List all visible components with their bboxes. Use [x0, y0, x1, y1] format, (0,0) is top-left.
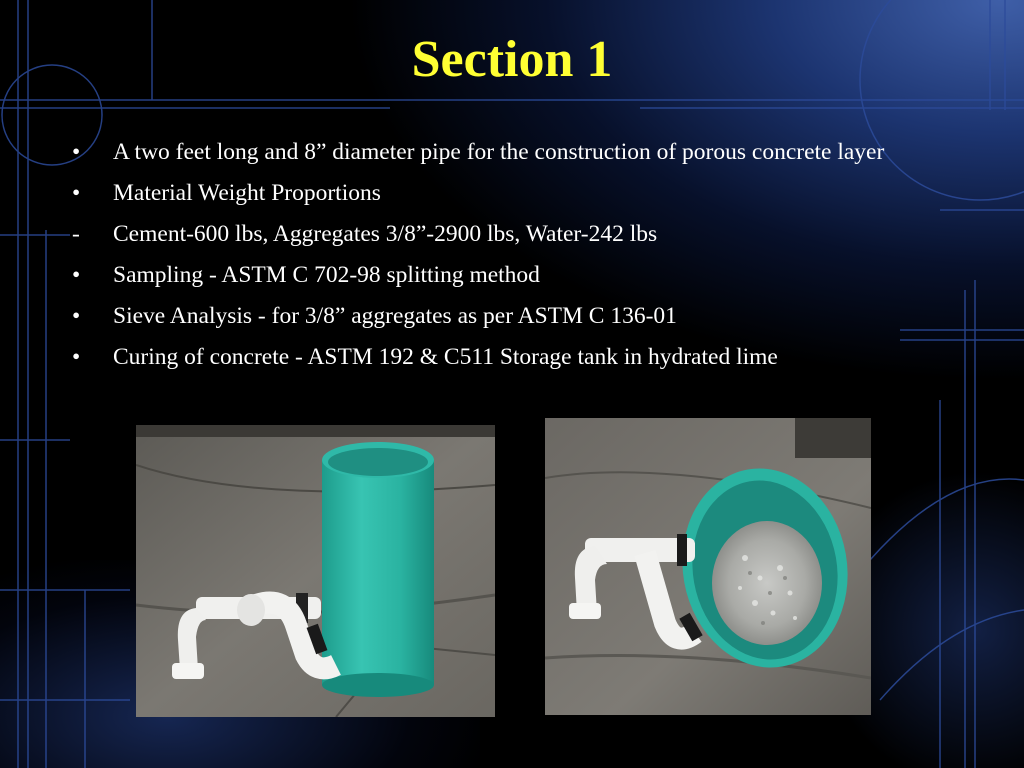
- bullet-marker: •: [72, 303, 81, 329]
- bullet-text: Cement-600 lbs, Aggregates 3/8”-2900 lbs, Water-242 lbs: [113, 221, 658, 247]
- dash-marker: -: [72, 221, 80, 247]
- bullet-item: [70, 218, 930, 251]
- bullet-text: Sieve Analysis - for 3/8” aggregates as per ASTM C 136-01: [113, 303, 677, 329]
- bullet-item: [70, 136, 930, 169]
- pipe-top-view-photo: [545, 418, 871, 715]
- bullet-text: Curing of concrete - ASTM 192 & C511 Storage tank in hydrated lime: [113, 344, 778, 370]
- bullet-item: [70, 341, 930, 374]
- bullet-text: Sampling - ASTM C 702-98 splitting method: [113, 262, 540, 288]
- bullet-list: [70, 136, 930, 382]
- bullet-item: [70, 259, 930, 292]
- bullet-marker: •: [72, 344, 81, 370]
- bullet-item: [70, 300, 930, 333]
- bullet-marker: •: [72, 262, 81, 288]
- bullet-item: [70, 177, 930, 210]
- bullet-marker: •: [72, 139, 81, 165]
- pipe-upright-photo: [136, 425, 495, 717]
- slide-title: Section 1: [411, 31, 613, 88]
- bullet-marker: •: [72, 180, 81, 206]
- bullet-text: A two feet long and 8” diameter pipe for the construction of porous concrete layer: [113, 139, 885, 165]
- bullet-text: Material Weight Proportions: [113, 180, 381, 206]
